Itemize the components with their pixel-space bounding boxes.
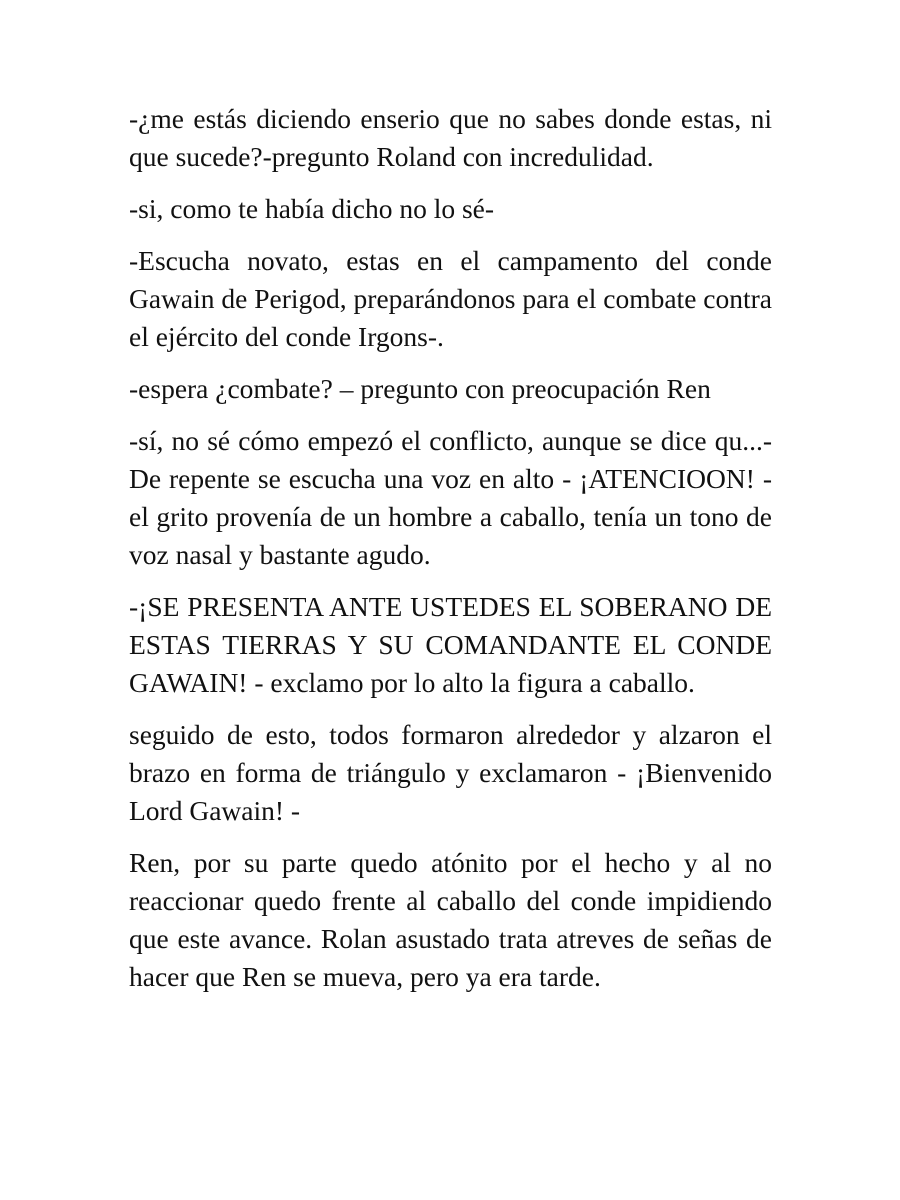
document-page [129,100,772,1010]
paragraph: -si, como te había dicho no lo sé- [129,193,495,224]
paragraph: -sí, no sé cómo empezó el conflicto, aunque se dice qu...- De repente se escucha una voz en alto - ¡ATENCIOON! - el grito provenía de un hombre a caballo, tenía un tono de voz nasal y bastante agudo. [129,425,772,570]
paragraph: -¡SE PRESENTA ANTE USTEDES EL SOBERANO DE ESTAS TIERRAS Y SU COMANDANTE EL CONDE GAWAIN! - exclamo por lo alto la figura a caballo. [129,591,772,698]
paragraph: -espera ¿combate? – pregunto con preocupación Ren [129,373,711,404]
paragraph: seguido de esto, todos formaron alrededor y alzaron el brazo en forma de triángulo y exclamaron - ¡Bienvenido Lord Gawain! - [129,719,772,826]
paragraph: -¿me estás diciendo enserio que no sabes donde estas, ni que sucede?-pregunto Roland con incredulidad. [129,103,772,172]
paragraph: Ren, por su parte quedo atónito por el hecho y al no reaccionar quedo frente al caballo del conde impidiendo que este avance. Rolan asustado trata atreves de señas de hacer que Ren se mueva, pero ya era tarde. [129,847,772,992]
paragraph: -Escucha novato, estas en el campamento del conde Gawain de Perigod, preparándonos para el combate contra el ejército del conde Irgons-. [129,245,772,352]
